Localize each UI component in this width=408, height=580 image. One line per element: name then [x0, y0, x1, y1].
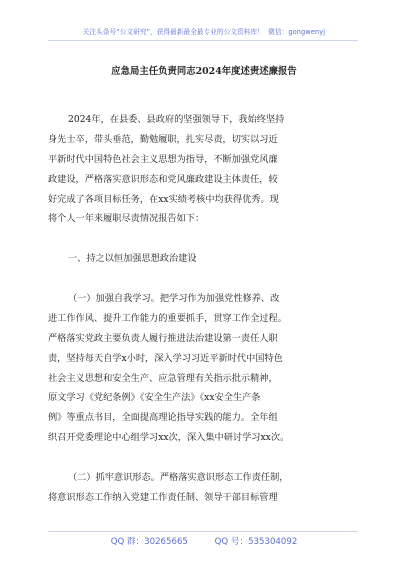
- paragraph-line: 例》等重点书目，全面提高理论指导实践的能力。全年组: [48, 412, 278, 424]
- paragraph-line: 将意识形态工作纳入党建工作责任制、领导干部目标管理: [48, 491, 278, 503]
- paragraph-line: 平新时代中国特色社会主义思想为指导，不断加强党风廉: [48, 153, 278, 165]
- footer-qq-group: QQ 群：30265665: [110, 537, 188, 547]
- paragraph-line: 身先士卒，带头垂范，勤勉履职，扎实尽责，切实以习近: [48, 133, 278, 145]
- paragraph-line: 将个人一年来履职尽责情况报告如下：: [48, 213, 205, 225]
- footer-divider: [48, 531, 358, 532]
- document-body: [48, 110, 360, 508]
- paragraph-spacer: [48, 229, 360, 249]
- paragraph-line: （二）抓牢意识形态。严格落实意识形态工作责任制，: [68, 472, 289, 484]
- paragraph-line: 社会主义思想和安全生产、应急管理有关指示批示精神，: [48, 372, 278, 384]
- header-wechat: 微信：gongwenyj: [268, 28, 326, 36]
- paragraph-line: 政建设，严格落实意识形态和党风廉政建设主体责任，较: [48, 173, 278, 185]
- paragraph-spacer: [48, 448, 360, 468]
- header-divider: [48, 40, 358, 41]
- paragraph-line: 进工作作风、提升工作能力的重要抓手，贯穿工作全过程。: [48, 312, 287, 324]
- paragraph-line: 原文学习《党纪条例》《安全生产法》《xx安全生产条: [48, 392, 261, 404]
- footer: [0, 535, 408, 547]
- paragraph-line: （一）加强自我学习。把学习作为加强党性修养、改: [68, 293, 280, 305]
- document-title: 应急局主任负责同志2024年度述责述廉报告: [111, 66, 297, 77]
- paragraph-line: 好完成了各项目标任务，在xx实绩考核中均获得优秀。现: [48, 193, 279, 205]
- section-heading: 一、持之以恒加强思想政治建设: [68, 253, 197, 265]
- paragraph-spacer: [48, 269, 360, 289]
- paragraph-line: 2024年，在县委、县政府的坚强领导下，我始终坚持: [68, 114, 285, 125]
- header-banner: [0, 26, 408, 36]
- paragraph-line: 织召开党委理论中心组学习xx次，深入集中研讨学习xx次。: [48, 432, 290, 444]
- footer-qq-number: QQ 号：535304092: [214, 537, 298, 547]
- paragraph-line: 严格落实党政主要负责人履行推进法治建设第一责任人职: [48, 332, 278, 344]
- header-notice: 关注头条号“公文研究”，获得最新最全最专业的公文资料库！: [82, 28, 264, 36]
- paragraph-line: 责，坚持每天自学x小时，深入学习习近平新时代中国特色: [48, 352, 283, 364]
